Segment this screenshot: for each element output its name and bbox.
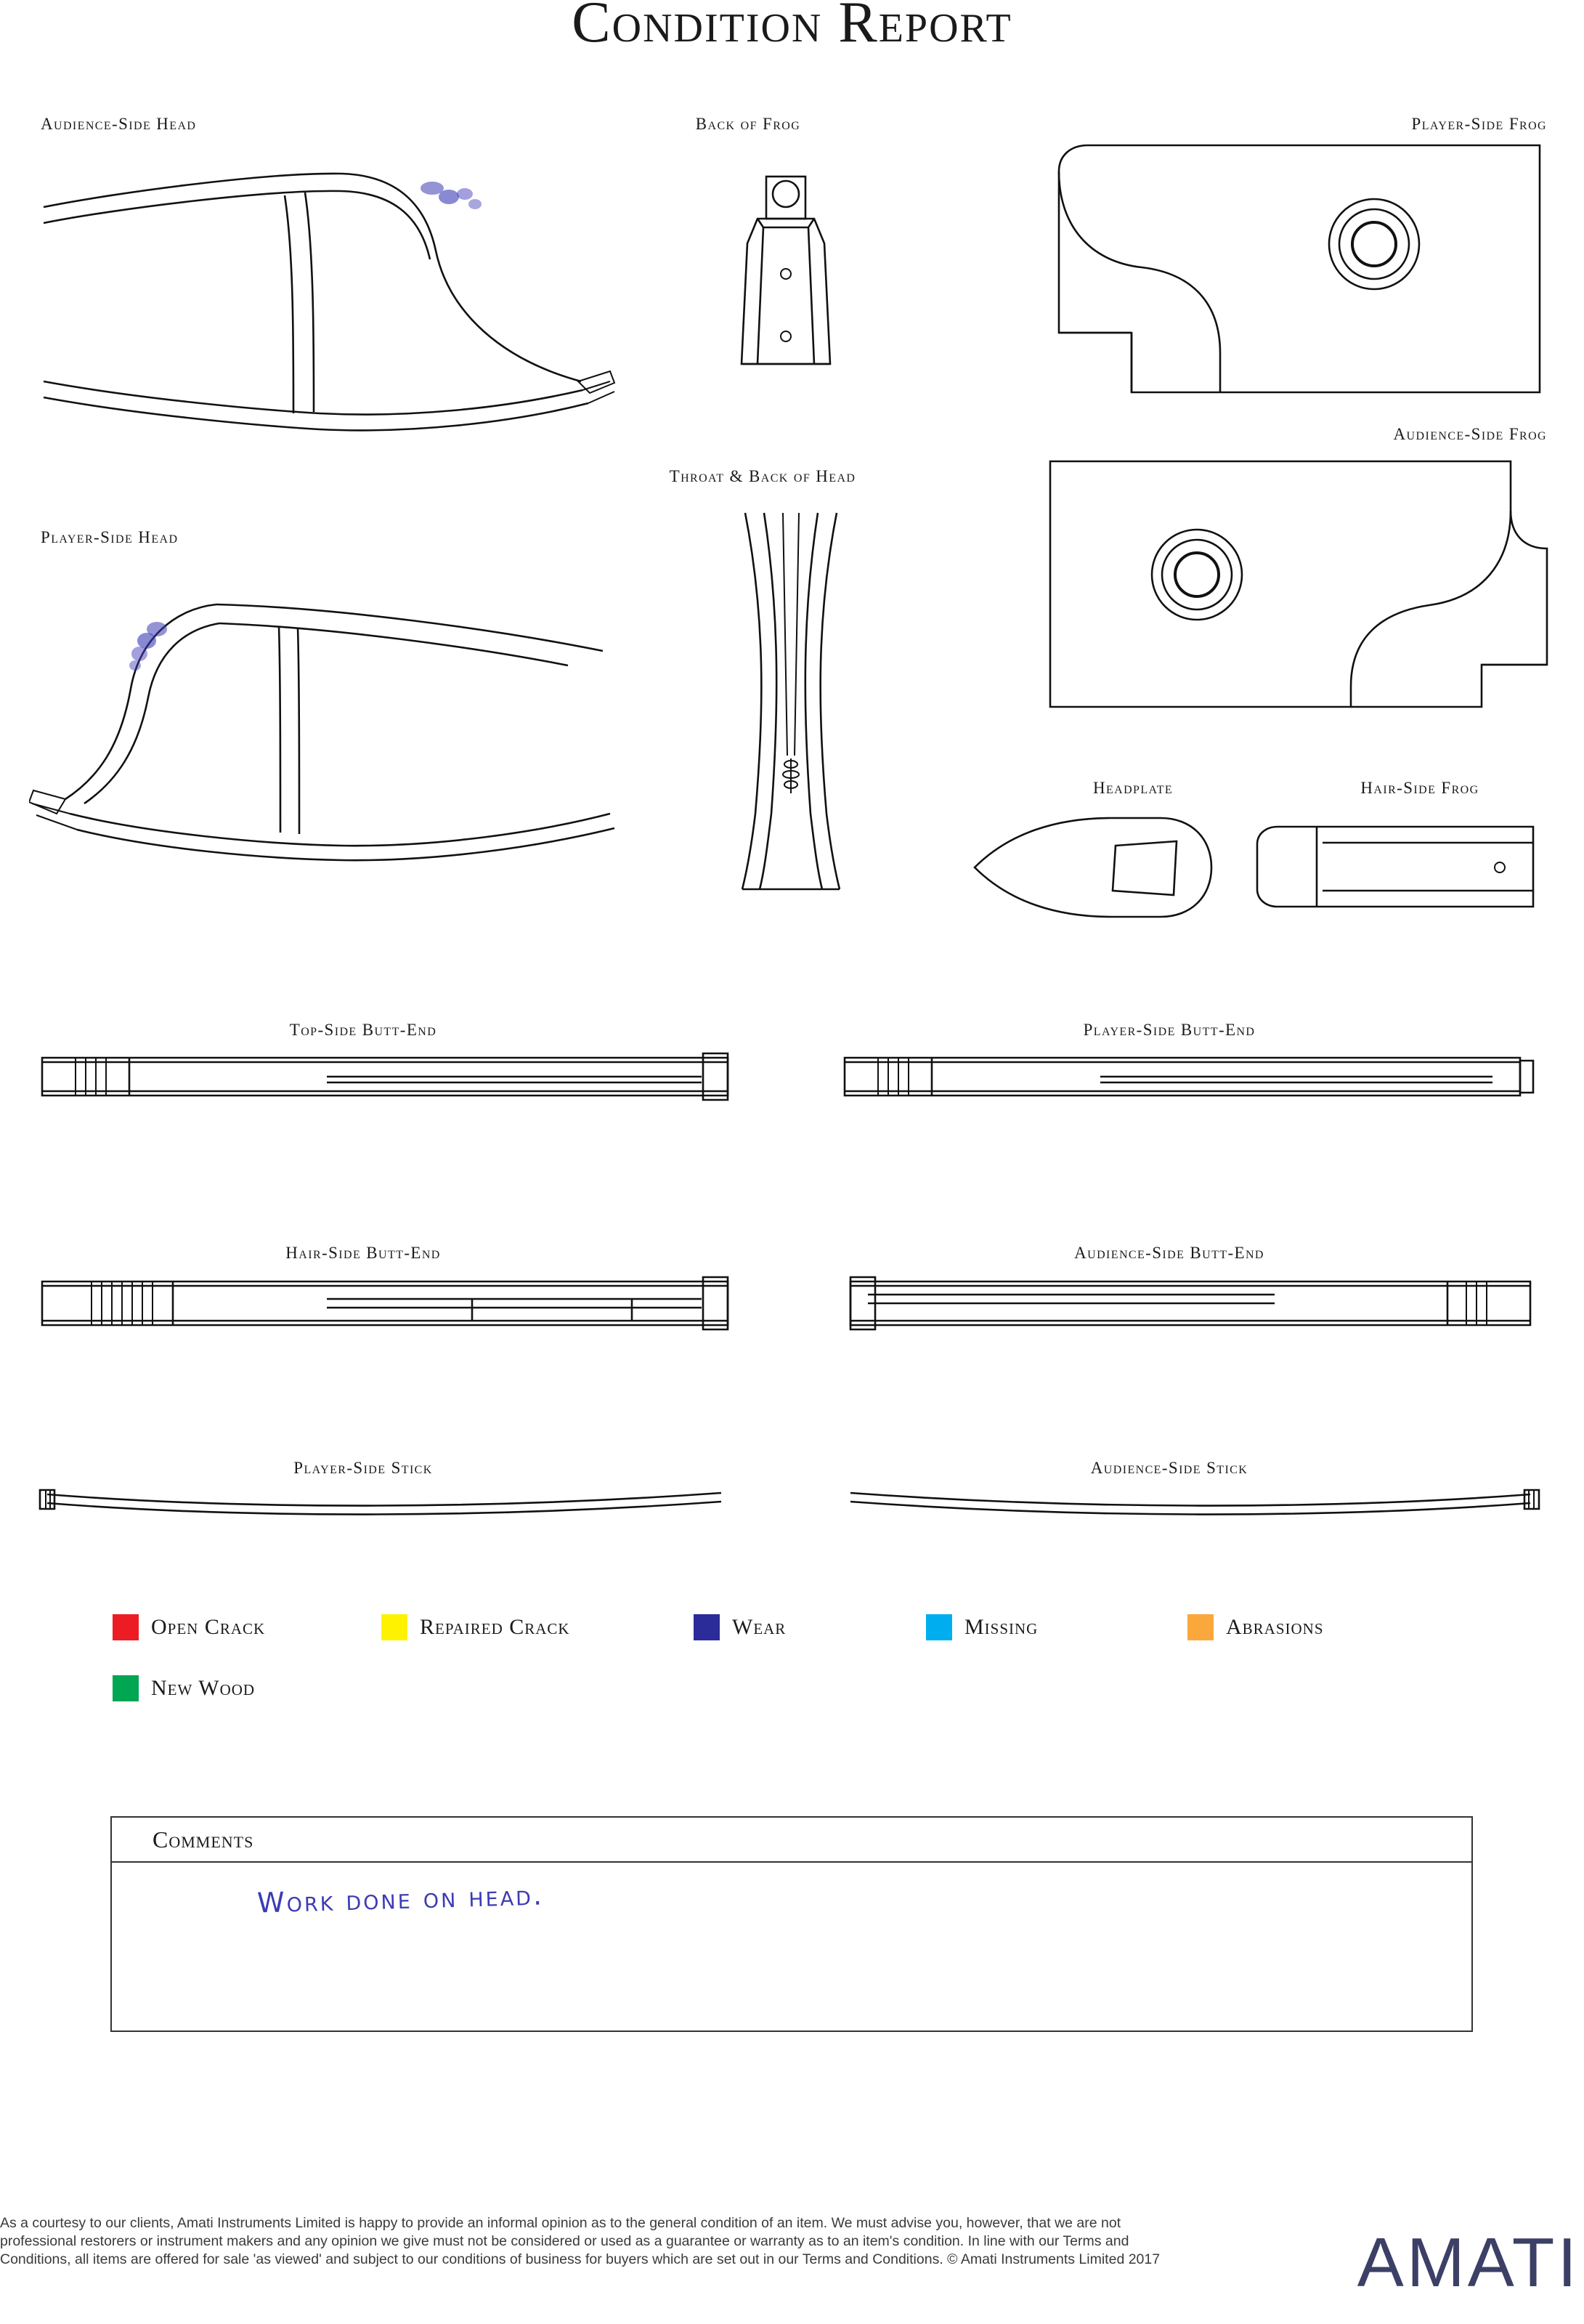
- diagram-headplate: [966, 814, 1220, 923]
- swatch-repaired-crack: [381, 1614, 407, 1640]
- comments-body[interactable]: [112, 1863, 1471, 2031]
- comments-header: [112, 1818, 1471, 1863]
- legend-row-1: [113, 1606, 1492, 1649]
- comments-value: Work done on head.: [256, 1879, 545, 1919]
- swatch-abrasions: [1187, 1614, 1214, 1640]
- diagram-audience-side-frog: [1046, 454, 1554, 716]
- caption-player-side-head: Player-Side Head: [41, 528, 179, 546]
- legend-label-missing: Missing: [964, 1615, 1039, 1639]
- legend-label-abrasions: Abrasions: [1226, 1615, 1324, 1639]
- caption-top-side-butt-end: Top-Side Butt-End: [289, 1021, 437, 1039]
- caption-player-side-butt-end: Player-Side Butt-End: [1083, 1021, 1256, 1039]
- swatch-new-wood: [113, 1675, 139, 1701]
- legend-label-wear: Wear: [732, 1615, 787, 1639]
- caption-hair-side-butt-end: Hair-Side Butt-End: [285, 1244, 441, 1262]
- comments-box: [110, 1816, 1473, 2032]
- throat-detail: [783, 758, 799, 793]
- diagram-player-side-butt-end: [839, 1048, 1536, 1113]
- diagram-player-side-frog: [1046, 138, 1554, 400]
- page-title: Condition Report: [572, 0, 1012, 54]
- legend-item-open-crack: [113, 1614, 381, 1640]
- legend: [113, 1606, 1492, 1710]
- caption-throat-and-back-of-head: Throat & Back of Head: [669, 467, 856, 485]
- comments-title: Comments: [153, 1826, 254, 1853]
- legend-item-abrasions: [1187, 1614, 1324, 1640]
- legend-row-2: [113, 1667, 1492, 1710]
- diagram-audience-side-butt-end: [839, 1270, 1536, 1343]
- caption-headplate: Headplate: [1092, 779, 1174, 797]
- legend-item-wear: [694, 1614, 926, 1640]
- caption-hair-side-frog: Hair-Side Frog: [1360, 779, 1479, 797]
- diagram-top-side-butt-end: [36, 1048, 734, 1113]
- caption-audience-side-butt-end: Audience-Side Butt-End: [1074, 1244, 1264, 1262]
- legend-item-repaired-crack: [381, 1614, 694, 1640]
- diagram-player-side-head: [29, 559, 632, 879]
- caption-back-of-frog: Back of Frog: [695, 115, 801, 133]
- diagram-throat-and-back-of-head: [726, 509, 857, 894]
- swatch-open-crack: [113, 1614, 139, 1640]
- amati-logo: AMATI: [1357, 2224, 1580, 2301]
- wear-mark-audience-head: [421, 182, 482, 209]
- diagram-back-of-frog: [715, 171, 861, 403]
- caption-audience-side-stick: Audience-Side Stick: [1090, 1459, 1248, 1477]
- legend-item-missing: [926, 1614, 1187, 1640]
- legend-label-open-crack: Open Crack: [151, 1615, 266, 1639]
- legend-label-new-wood: New Wood: [151, 1676, 256, 1700]
- caption-audience-side-frog: Audience-Side Frog: [1393, 425, 1547, 443]
- legend-label-repaired-crack: Repaired Crack: [420, 1615, 570, 1639]
- caption-player-side-stick: Player-Side Stick: [293, 1459, 433, 1477]
- diagram-hair-side-frog: [1253, 821, 1543, 915]
- caption-player-side-frog: Player-Side Frog: [1411, 115, 1547, 133]
- footer-disclaimer: As a courtesy to our clients, Amati Instruments Limited is happy to provide an informal opinion as to the general condition of an item. We must advise you, however, that we are not professional restorers or instrument makers and any opinion we give must not be considered or used as a guarantee or warranty as to an item's condition. In line with our Terms and Conditions, all items are offered for sale 'as viewed' and subject to our conditions of business for buyers which are set out in our Terms and Conditions. © Amati Instruments Limited 2017: [0, 2215, 1161, 2267]
- caption-audience-side-head: Audience-Side Head: [41, 115, 197, 133]
- legend-item-new-wood: [113, 1675, 255, 1701]
- diagram-audience-side-head: [29, 142, 625, 469]
- diagram-hair-side-butt-end: [36, 1270, 734, 1343]
- swatch-missing: [926, 1614, 952, 1640]
- diagram-audience-side-stick: [839, 1478, 1551, 1529]
- diagram-player-side-stick: [33, 1478, 744, 1529]
- swatch-wear: [694, 1614, 720, 1640]
